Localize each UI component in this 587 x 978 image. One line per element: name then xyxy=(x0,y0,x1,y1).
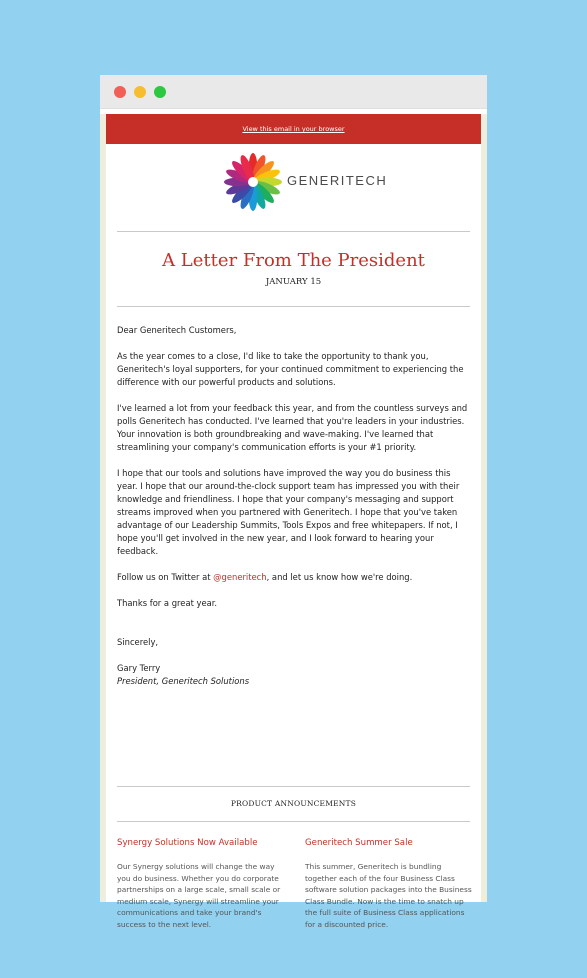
letter-date: JANUARY 15 xyxy=(265,277,322,287)
signature xyxy=(117,662,473,688)
minimize-window-button[interactable] xyxy=(134,86,146,98)
twitter-link[interactable]: @generitech xyxy=(213,572,267,582)
flower-logo-icon xyxy=(221,150,285,214)
announcement-item xyxy=(117,838,287,930)
browser-window xyxy=(100,75,487,929)
letter-body xyxy=(117,324,473,688)
divider xyxy=(117,231,470,232)
email-viewport xyxy=(100,114,487,929)
announcement-title[interactable]: Synergy Solutions Now Available xyxy=(117,838,258,848)
email-topbar xyxy=(106,114,481,144)
announcement-title[interactable]: Generitech Summer Sale xyxy=(305,838,413,848)
announcement-text: Our Synergy solutions will change the way you do business. Whether you do corporate partnerships on a large scale, small scale or medium scale, Synergy will streamline your communications and take your brand's success to the next level. xyxy=(117,862,281,929)
email-body xyxy=(106,114,481,929)
announcements-heading: PRODUCT ANNOUNCEMENTS xyxy=(230,799,357,808)
paragraph: I've learned a lot from your feedback this year, and from the countless surveys and polls Generitech has conducted. I've learned that you're leaders in your industries. Your innovation is both groundbreaking and wave-making. I've learned that streamlining your company's communication efforts is your #1 priority. xyxy=(117,403,468,452)
signer-name: Gary Terry xyxy=(117,663,161,673)
window-titlebar xyxy=(100,75,487,109)
brand-name: GENERITECH xyxy=(287,173,388,188)
paragraph: I hope that our tools and solutions have improved the way you do business this year. I hope that our around-the-clock support team has impressed you with their knowledge and friendliness. I hope that your company's messaging and support streams improved when you partnered with Generitech. I hope that you've taken advantage of our Leadership Summits, Tools Expos and free whitepapers. If not, I hope you'll get involved in the new year, and I look forward to hearing your feedback. xyxy=(117,468,460,556)
greeting: Dear Generitech Customers, xyxy=(117,325,237,335)
announcement-text: This summer, Generitech is bundling together each of the four Business Class software solution packages into the Business Class Bundle. Now is the time to snatch up the full suite of Business Class applications for a discounted price. xyxy=(305,862,472,929)
follow-text: Follow us on Twitter at xyxy=(117,572,214,582)
close-window-button[interactable] xyxy=(114,86,126,98)
view-in-browser-link[interactable]: View this email in your browser xyxy=(242,125,345,133)
divider xyxy=(117,306,470,307)
letter-title: A Letter From The President xyxy=(162,250,425,271)
divider xyxy=(117,821,470,822)
announcement-item xyxy=(305,838,475,930)
signer-title: President, Generitech Solutions xyxy=(117,676,250,686)
follow-text: , and let us know how we're doing. xyxy=(266,572,413,582)
closing: Sincerely, xyxy=(117,637,159,647)
thanks-paragraph: Thanks for a great year. xyxy=(117,598,218,608)
follow-paragraph xyxy=(117,571,473,584)
paragraph: As the year comes to a close, I'd like to take the opportunity to thank you, Generitech's loyal supporters, for your continued commitment to experiencing the difference with our powerful products and solutions. xyxy=(117,351,464,387)
divider xyxy=(117,786,470,787)
brand-logo[interactable] xyxy=(221,150,388,214)
maximize-window-button[interactable] xyxy=(154,86,166,98)
